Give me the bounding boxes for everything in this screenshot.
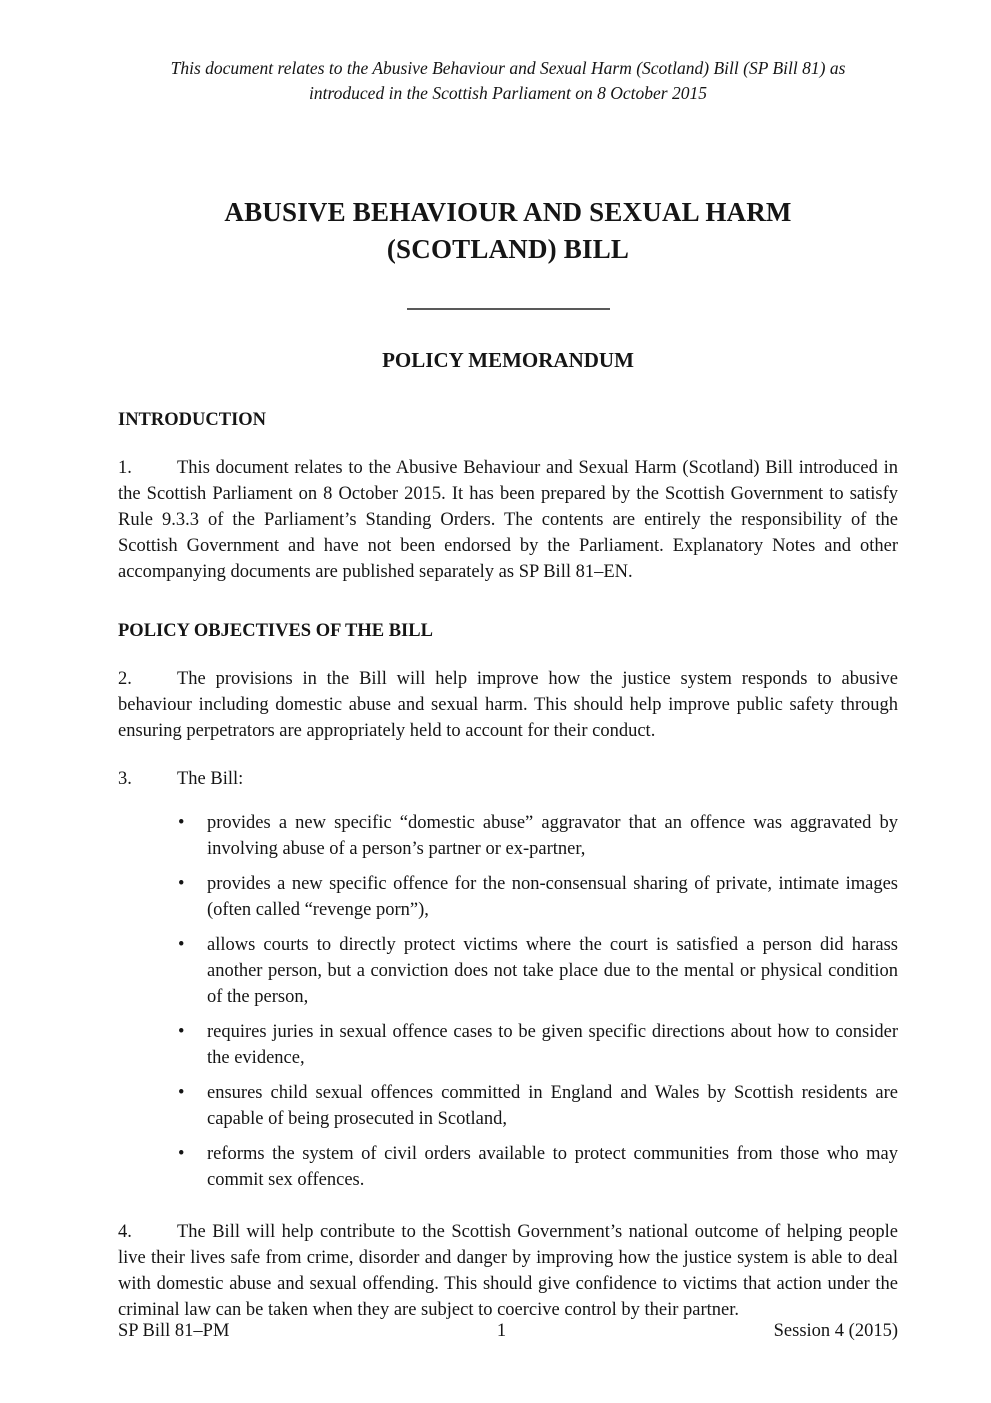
paragraph-3-number: 3. <box>118 769 132 789</box>
paragraph-2-number: 2. <box>118 669 132 689</box>
paragraph-4 <box>118 1219 898 1323</box>
footer-page-number: 1 <box>496 1321 507 1341</box>
paragraph-4-text: The Bill will help contribute to the Scottish Government’s national outcome of helping people live their lives safe from crime, disorder and danger by improving how the justice system is able to deal with domestic abuse and sexual offending. This should give confidence to victims that action under the criminal law can be taken when they are subject to coercive control by their partner. <box>118 1222 898 1320</box>
list-item-text: allows courts to directly protect victims where the court is satisfied a person did harass another person, but a conviction does not take place due to the mental or physical condition of the person, <box>207 935 898 1007</box>
list-item-text: provides a new specific offence for the non-consensual sharing of private, intimate images (often called “revenge porn”), <box>207 874 898 920</box>
document-type-heading: POLICY MEMORANDUM <box>382 348 634 372</box>
bullet-icon: • <box>178 874 185 894</box>
bullet-icon: • <box>178 935 185 955</box>
paragraph-2 <box>118 666 898 744</box>
bullet-icon: • <box>178 813 185 833</box>
bullet-icon: • <box>178 1022 185 1042</box>
paragraph-3 <box>118 766 898 792</box>
list-item <box>118 1019 898 1071</box>
paragraph-2-text: The provisions in the Bill will help improve how the justice system responds to abusive behaviour including domestic abuse and sexual harm. This should help improve public safety through ensuring perpetrators are appropriately held to account for their conduct. <box>118 669 898 741</box>
paragraph-1-number: 1. <box>118 458 132 478</box>
bullet-icon: • <box>178 1083 185 1103</box>
bullet-icon: • <box>178 1144 185 1164</box>
list-item-text: ensures child sexual offences committed in England and Wales by Scottish residents are capable of being prosecuted in Scotland, <box>207 1083 898 1129</box>
list-item-text: reforms the system of civil orders available to protect communities from those who may commit sex offences. <box>207 1144 898 1190</box>
section-heading-introduction: INTRODUCTION <box>118 410 267 430</box>
paragraph-1 <box>118 455 898 585</box>
list-item <box>118 1141 898 1193</box>
running-header-line-2: introduced in the Scottish Parliament on 8 October 2015 <box>309 83 707 103</box>
bill-title-line-2: (SCOTLAND) BILL <box>386 234 630 264</box>
page-content <box>118 0 898 1323</box>
list-item <box>118 810 898 862</box>
list-item <box>118 1080 898 1132</box>
bill-title <box>118 194 898 268</box>
list-item-text: requires juries in sexual offence cases to be given specific directions about how to consider the evidence, <box>207 1022 898 1068</box>
paragraph-3-text: The Bill: <box>177 769 244 789</box>
list-item <box>118 871 898 923</box>
section-heading-policy-objectives: POLICY OBJECTIVES OF THE BILL <box>118 621 433 641</box>
bill-title-line-1: ABUSIVE BEHAVIOUR AND SEXUAL HARM <box>224 197 792 227</box>
list-item-text: provides a new specific “domestic abuse” aggravator that an offence was aggravated by involving abuse of a person’s partner or ex-partner, <box>207 813 898 859</box>
footer-bill-reference: SP Bill 81–PM <box>118 1321 230 1341</box>
list-item <box>118 932 898 1010</box>
paragraph-4-number: 4. <box>118 1222 132 1242</box>
running-header-line-1: This document relates to the Abusive Behaviour and Sexual Harm (Scotland) Bill (SP Bill 81) as <box>170 58 846 78</box>
footer-session: Session 4 (2015) <box>773 1321 898 1341</box>
horizontal-rule-divider <box>407 308 610 310</box>
title-divider-wrapper <box>118 308 898 310</box>
paragraph-1-text: This document relates to the Abusive Behaviour and Sexual Harm (Scotland) Bill introduced in the Scottish Parliament on 8 October 2015. It has been prepared by the Scottish Government to satisfy Rule 9.3.3 of the Parliament’s Standing Orders. The contents are entirely the responsibility of the Scottish Government and have not been endorsed by the Parliament. Explanatory Notes and other accompanying documents are published separately as SP Bill 81–EN. <box>118 458 898 582</box>
bill-provisions-list <box>118 810 898 1193</box>
running-header <box>118 56 898 106</box>
page-footer <box>118 1318 898 1344</box>
